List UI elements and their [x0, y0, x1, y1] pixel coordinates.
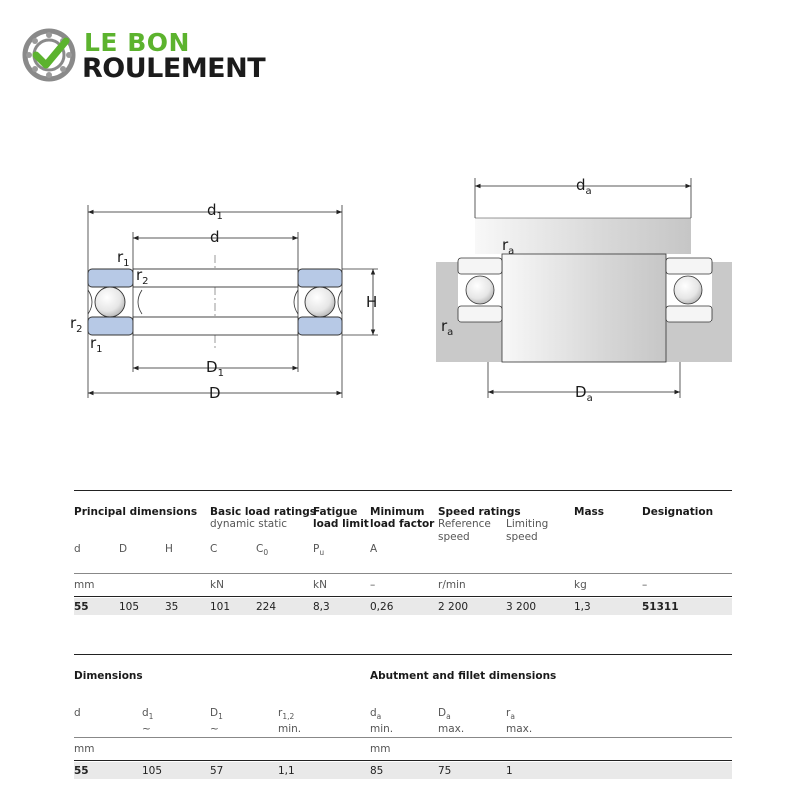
hdr-speed-ref-2: speed	[438, 531, 470, 543]
unit-dash-1: –	[370, 579, 376, 591]
cell-C: 101	[210, 601, 231, 613]
cell-Pu: 8,3	[313, 601, 330, 613]
label-D: D	[209, 384, 221, 402]
section-view-left	[88, 205, 378, 398]
label-d1: $d_1$	[207, 201, 223, 222]
hdr-dimensions: Dimensions	[74, 670, 143, 682]
bearing-check-icon	[22, 28, 76, 82]
brand-line1: LE BON	[84, 28, 190, 57]
sym2-ra: $r_a$ max.	[506, 707, 533, 736]
cell2-r12: 1,1	[278, 765, 295, 777]
unit2-mm-2: mm	[370, 743, 391, 755]
cell2-d1: 105	[142, 765, 163, 777]
hdr-abutment: Abutment and fillet dimensions	[370, 670, 557, 682]
cell-designation: 51311	[642, 601, 679, 613]
hdr-minimum-2: load factor	[370, 518, 435, 530]
hdr-minimum-1: Minimum	[370, 506, 425, 518]
label-r1-top: $r_1$	[117, 248, 130, 269]
hdr-basic: Basic load ratings	[210, 506, 317, 518]
hdr-speed-lim-2: speed	[506, 531, 538, 543]
hdr-speed: Speed ratings	[438, 506, 521, 518]
cell-d: 55	[74, 601, 89, 613]
sym-A: A	[370, 543, 378, 555]
table-rule	[74, 737, 732, 738]
unit-kN-2: kN	[313, 579, 327, 591]
table-rule	[74, 490, 732, 491]
hdr-fatigue-1: Fatigue	[313, 506, 358, 518]
label-r2-top: $r_2$	[136, 266, 149, 287]
ball-right	[305, 287, 335, 317]
spec-table-dimensions	[74, 654, 732, 784]
bearing-drawing	[0, 160, 800, 420]
label-d: d	[210, 228, 220, 246]
cell-lim-speed: 3 200	[506, 601, 537, 613]
cell-H: 35	[165, 601, 179, 613]
hdr-designation: Designation	[642, 506, 714, 518]
table-row	[74, 762, 732, 779]
label-ra-bottom: $r_a$	[441, 317, 454, 338]
cell2-D1: 57	[210, 765, 224, 777]
unit-dash-2: –	[642, 579, 648, 591]
label-D1: $D_1$	[206, 358, 224, 379]
hdr-mass: Mass	[574, 506, 605, 518]
unit-rmin: r/min	[438, 579, 466, 591]
sym-C: C	[210, 543, 218, 555]
brand-line2: ROULEMENT	[82, 53, 266, 84]
ball-mount-right	[674, 276, 702, 304]
unit-kN-1: kN	[210, 579, 224, 591]
label-ra-top: $r_a$	[502, 236, 515, 257]
sym-C0: $C_0$	[256, 543, 269, 558]
sym-H: H	[165, 543, 173, 555]
cell-A: 0,26	[370, 601, 394, 613]
cell2-Da: 75	[438, 765, 452, 777]
label-Da: $D_a$	[575, 383, 593, 404]
ball-mount-left	[466, 276, 494, 304]
cell-C0: 224	[256, 601, 277, 613]
cell-D: 105	[119, 601, 140, 613]
label-H: H	[366, 293, 378, 311]
unit-mm: mm	[74, 579, 95, 591]
hdr-basic-sub: dynamic static	[210, 518, 288, 530]
hdr-speed-ref-1: Reference	[438, 518, 491, 530]
unit-kg: kg	[574, 579, 587, 591]
sym2-r12: $r_{1,2}$ min.	[278, 707, 302, 736]
ball-left	[95, 287, 125, 317]
hdr-principal: Principal dimensions	[74, 506, 198, 518]
sym2-Da: $D_a$ max.	[438, 707, 465, 736]
cell2-d: 55	[74, 765, 89, 777]
hdr-fatigue-2: load limit	[313, 518, 369, 530]
spec-table-main	[74, 490, 732, 620]
label-r1-bottom: $r_1$	[90, 334, 103, 355]
label-r2-bottom: $r_2$	[70, 314, 83, 335]
sym-Pu: $P_u$	[313, 543, 325, 558]
brand-logo	[22, 26, 312, 86]
cell2-ra: 1	[506, 765, 513, 777]
cell-ref-speed: 2 200	[438, 601, 469, 613]
cell2-da: 85	[370, 765, 384, 777]
unit2-mm-1: mm	[74, 743, 95, 755]
sym2-d1: $d_1$ ~	[142, 707, 154, 736]
sym2-da: $d_a$ min.	[370, 707, 394, 736]
table-rule	[74, 573, 732, 574]
label-da: $d_a$	[576, 176, 592, 197]
sym2-d: d	[74, 707, 81, 719]
hdr-speed-lim-1: Limiting	[506, 518, 549, 530]
sym-d: d	[74, 543, 81, 555]
mounting-view-right	[436, 178, 732, 398]
sym-D: D	[119, 543, 128, 555]
cell-mass: 1,3	[574, 601, 591, 613]
table-rule	[74, 760, 732, 761]
table-rule	[74, 654, 732, 655]
table-rule	[74, 596, 732, 597]
sym2-D1: $D_1$ ~	[210, 707, 223, 736]
